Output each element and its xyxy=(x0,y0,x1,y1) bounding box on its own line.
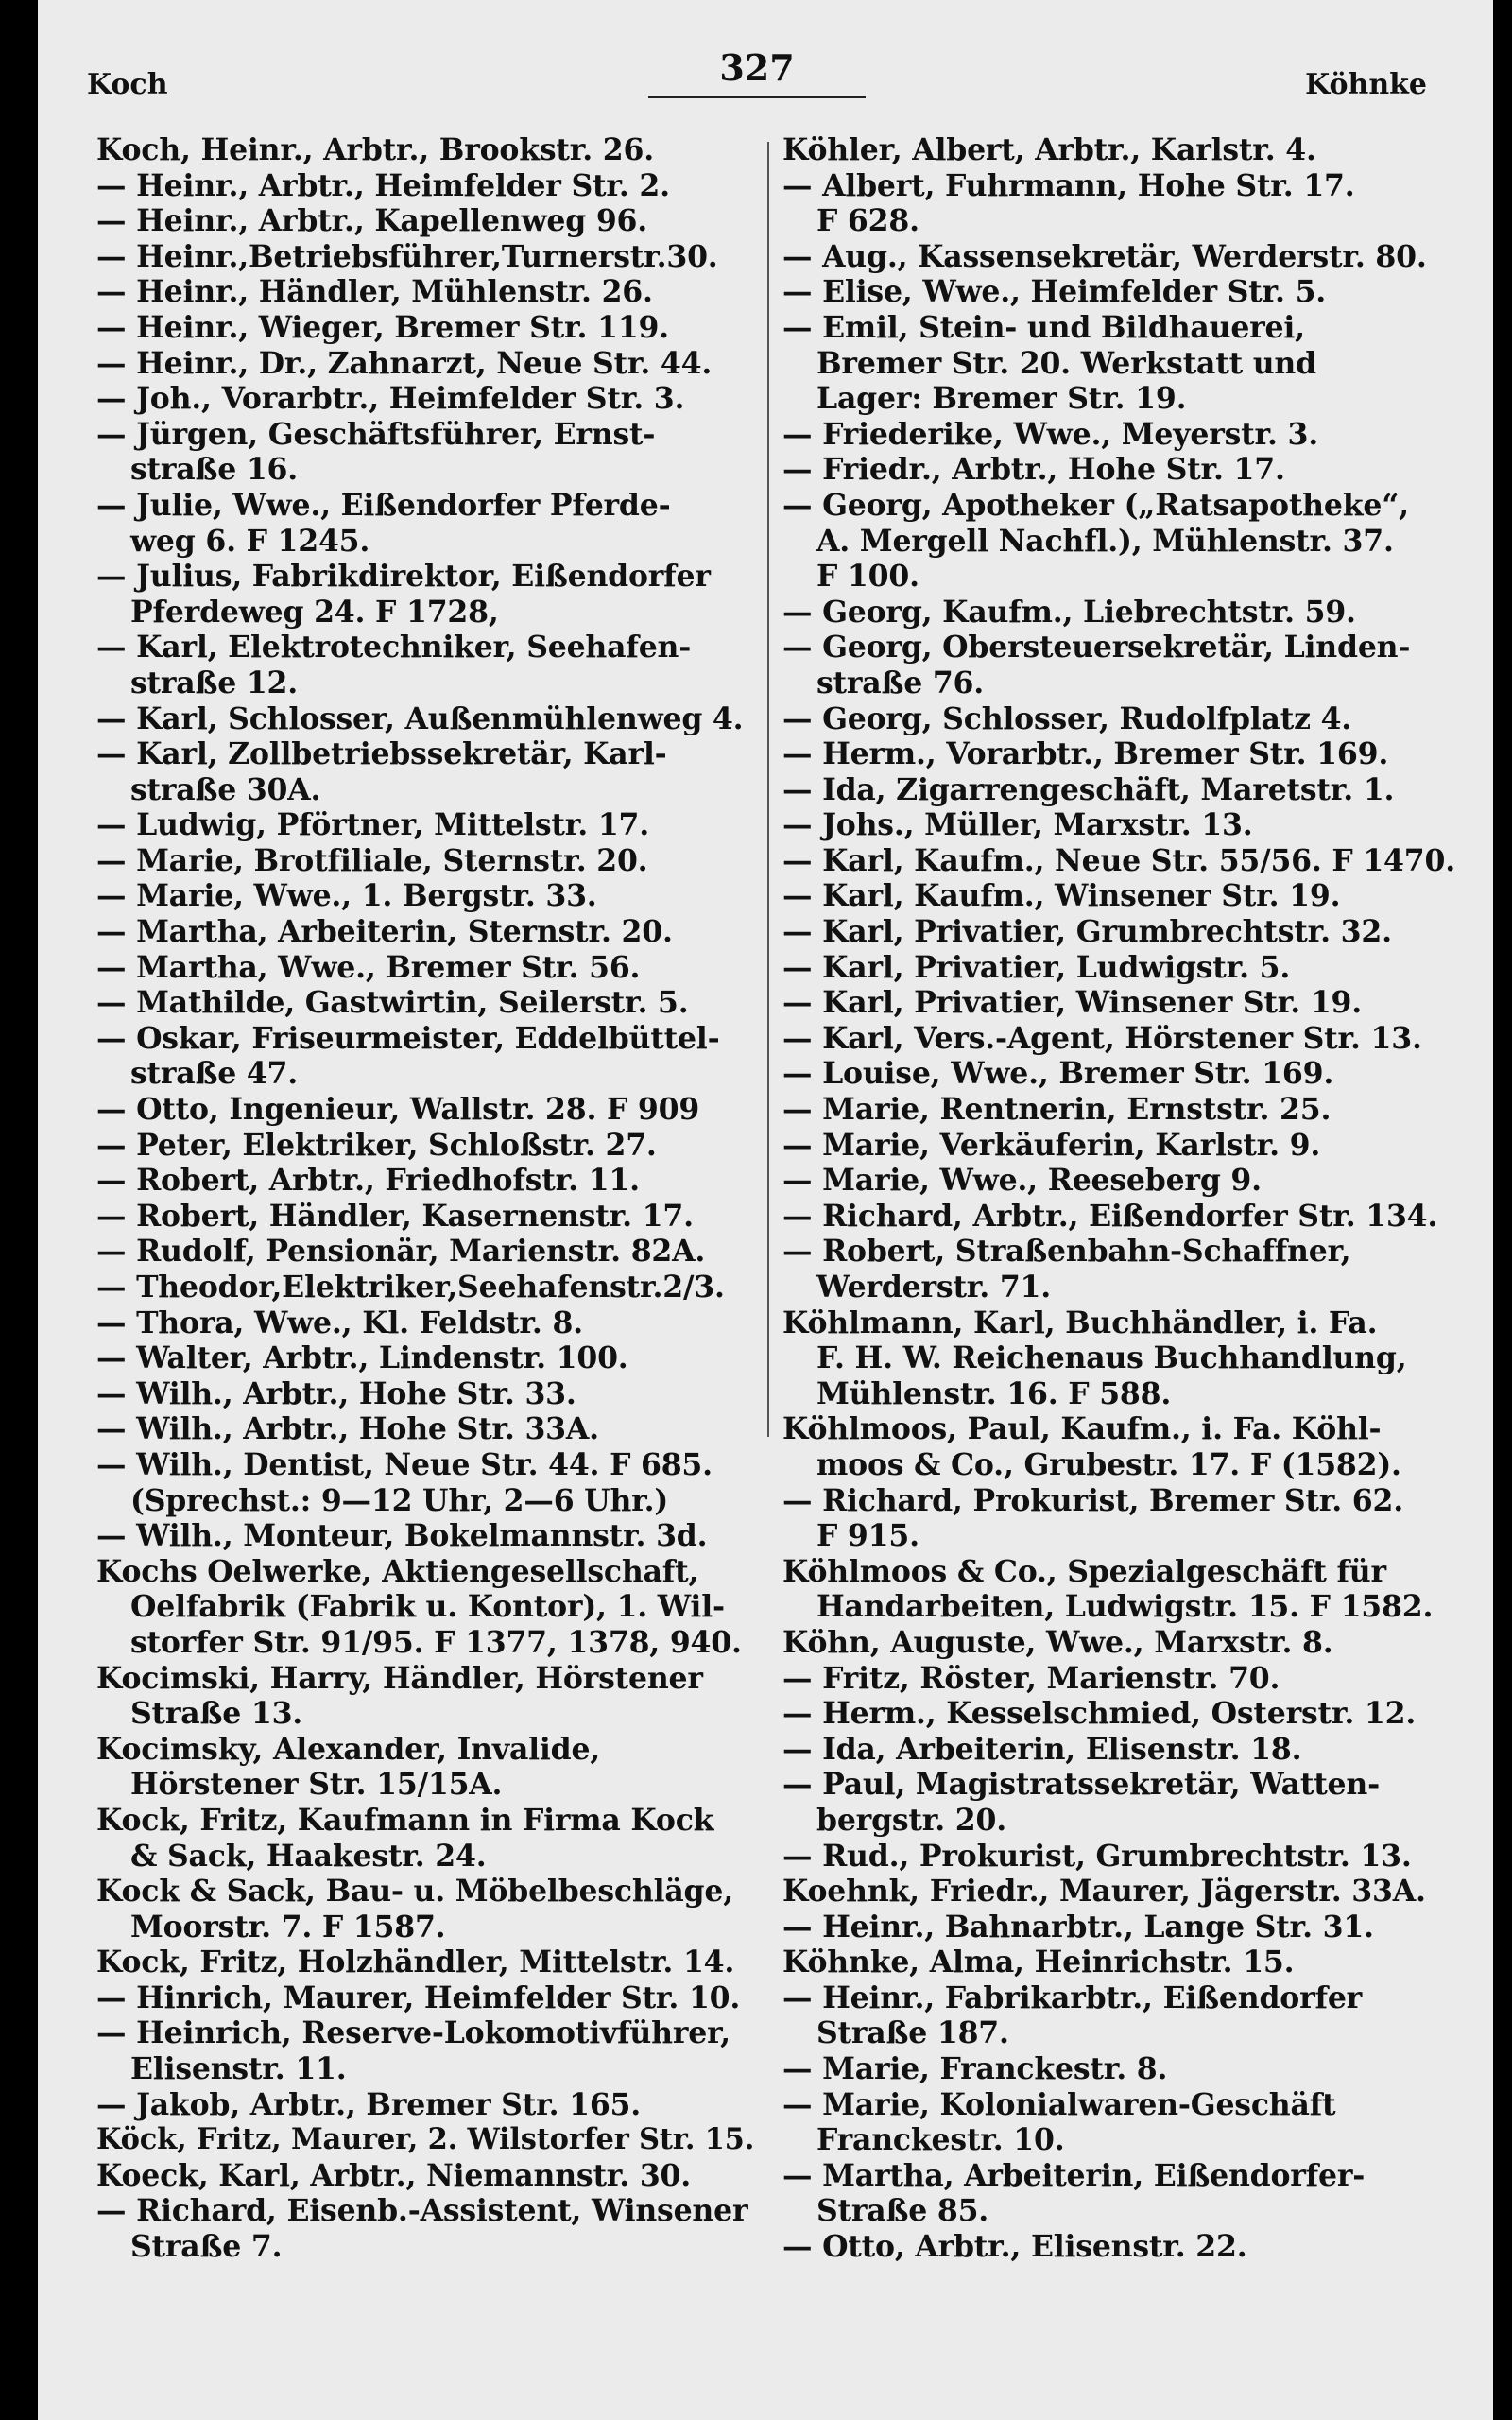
directory-line: — Jürgen, Geschäftsführer, Ernst- xyxy=(96,416,656,452)
directory-line: Köhlmoos, Paul, Kaufm., i. Fa. Köhl- xyxy=(782,1411,1382,1447)
directory-line: — Rudolf, Pensionär, Marienstr. 82A. xyxy=(96,1234,706,1270)
left-column xyxy=(96,132,758,2265)
directory-line: Köhnke, Alma, Heinrichstr. 15. xyxy=(782,1945,1295,1980)
right-column xyxy=(782,132,1458,2265)
directory-line: Handarbeiten, Ludwigstr. 15. F 1582. xyxy=(816,1589,1434,1625)
running-head xyxy=(87,46,1427,106)
directory-line: — Elise, Wwe., Heimfelder Str. 5. xyxy=(782,274,1327,310)
page-number: 327 xyxy=(719,46,795,89)
directory-line: Elisenstr. 11. xyxy=(130,2051,347,2087)
directory-line: moos & Co., Grubestr. 17. F (1582). xyxy=(816,1446,1401,1482)
directory-line: Köhler, Albert, Arbtr., Karlstr. 4. xyxy=(782,132,1316,167)
directory-line: Bremer Str. 20. Werkstatt und xyxy=(816,345,1316,381)
directory-line: Koch, Heinr., Arbtr., Brookstr. 26. xyxy=(96,132,654,167)
directory-page xyxy=(38,0,1493,2420)
directory-line: — Friederike, Wwe., Meyerstr. 3. xyxy=(782,416,1318,452)
directory-line: Kock & Sack, Bau- u. Möbelbeschläge, xyxy=(96,1874,733,1910)
directory-line: — Karl, Elektrotechniker, Seehafen- xyxy=(96,630,692,666)
directory-line: — Karl, Kaufm., Winsener Str. 19. xyxy=(782,878,1341,914)
directory-line: — Karl, Zollbetriebssekretär, Karl- xyxy=(96,736,667,772)
directory-line: — Friedr., Arbtr., Hohe Str. 17. xyxy=(782,452,1285,488)
directory-line: — Mathilde, Gastwirtin, Seilerstr. 5. xyxy=(96,985,689,1021)
directory-line: Kock, Fritz, Kaufmann in Firma Kock xyxy=(96,1802,714,1838)
directory-line: — Marie, Rentnerin, Ernststr. 25. xyxy=(782,1092,1332,1128)
directory-line: — Karl, Vers.-Agent, Hörstener Str. 13. xyxy=(782,1020,1422,1056)
directory-line: — Hinrich, Maurer, Heimfelder Str. 10. xyxy=(96,1979,741,2015)
directory-line: Köck, Fritz, Maurer, 2. Wilstorfer Str. 15. xyxy=(96,2122,755,2157)
directory-line: straße 30A. xyxy=(130,771,321,807)
directory-line: storfer Str. 91/95. F 1377, 1378, 940. xyxy=(130,1624,742,1660)
directory-line: — Karl, Schlosser, Außenmühlenweg 4. xyxy=(96,700,744,736)
directory-line: — Marie, Franckestr. 8. xyxy=(782,2051,1168,2087)
directory-line: straße 47. xyxy=(130,1056,299,1092)
directory-line: — Georg, Apotheker („Ratsapotheke“, xyxy=(782,487,1409,523)
directory-line: — Martha, Wwe., Bremer Str. 56. xyxy=(96,949,641,985)
directory-line: — Otto, Ingenieur, Wallstr. 28. F 909 xyxy=(96,1092,700,1128)
directory-line: — Heinr., Dr., Zahnarzt, Neue Str. 44. xyxy=(96,345,713,381)
directory-line: — Heinr., Arbtr., Heimfelder Str. 2. xyxy=(96,167,670,203)
directory-line: — Walter, Arbtr., Lindenstr. 100. xyxy=(96,1340,628,1376)
directory-line: — Heinr., Bahnarbtr., Lange Str. 31. xyxy=(782,1909,1374,1945)
directory-line: — Joh., Vorarbtr., Heimfelder Str. 3. xyxy=(96,381,685,417)
directory-line: F 100. xyxy=(816,559,919,595)
directory-line: weg 6. F 1245. xyxy=(130,523,370,559)
directory-line: — Wilh., Monteur, Bokelmannstr. 3d. xyxy=(96,1518,708,1554)
directory-line: Lager: Bremer Str. 19. xyxy=(816,381,1187,417)
directory-line: & Sack, Haakestr. 24. xyxy=(130,1838,487,1874)
directory-line: — Martha, Arbeiterin, Eißendorfer- xyxy=(782,2157,1366,2193)
directory-line: — Robert, Arbtr., Friedhofstr. 11. xyxy=(96,1163,640,1199)
column-divider xyxy=(767,142,769,1437)
directory-line: Franckestr. 10. xyxy=(816,2122,1065,2158)
directory-line: — Emil, Stein- und Bildhauerei, xyxy=(782,309,1305,345)
directory-line: — Ludwig, Pförtner, Mittelstr. 17. xyxy=(96,807,650,843)
directory-line: Köhlmoos & Co., Spezialgeschäft für xyxy=(782,1553,1386,1589)
running-head-left: Koch xyxy=(87,68,168,101)
directory-line: — Richard, Arbtr., Eißendorfer Str. 134. xyxy=(782,1198,1438,1234)
directory-line: — Karl, Privatier, Ludwigstr. 5. xyxy=(782,949,1291,985)
directory-line: — Heinr., Wieger, Bremer Str. 119. xyxy=(96,309,669,345)
running-head-right: Köhnke xyxy=(1305,68,1427,101)
directory-line: Köhlmann, Karl, Buchhändler, i. Fa. xyxy=(782,1305,1378,1340)
directory-line: straße 16. xyxy=(130,452,299,488)
directory-line: straße 12. xyxy=(130,665,299,700)
directory-line: — Johs., Müller, Marxstr. 13. xyxy=(782,807,1253,843)
directory-line: — Herm., Vorarbtr., Bremer Str. 169. xyxy=(782,736,1389,772)
directory-line: Werderstr. 71. xyxy=(816,1270,1052,1305)
directory-line: Straße 187. xyxy=(816,2015,1009,2051)
directory-line: F 628. xyxy=(816,203,919,239)
directory-line: — Julius, Fabrikdirektor, Eißendorfer xyxy=(96,559,711,595)
directory-line: Hörstener Str. 15/15A. xyxy=(130,1767,503,1803)
directory-line: Köhn, Auguste, Wwe., Marxstr. 8. xyxy=(782,1624,1333,1660)
directory-line: — Louise, Wwe., Bremer Str. 169. xyxy=(782,1056,1334,1092)
directory-line: — Wilh., Dentist, Neue Str. 44. F 685. xyxy=(96,1446,713,1482)
directory-line: — Marie, Brotfiliale, Sternstr. 20. xyxy=(96,842,648,878)
directory-line: — Georg, Kaufm., Liebrechtstr. 59. xyxy=(782,594,1356,630)
directory-line: Moorstr. 7. F 1587. xyxy=(130,1909,446,1945)
directory-line: — Rud., Prokurist, Grumbrechtstr. 13. xyxy=(782,1838,1412,1874)
directory-line: — Ida, Zigarrengeschäft, Maretstr. 1. xyxy=(782,771,1395,807)
directory-line: — Thora, Wwe., Kl. Feldstr. 8. xyxy=(96,1305,583,1340)
directory-line: A. Mergell Nachfl.), Mühlenstr. 37. xyxy=(816,523,1394,559)
directory-line: — Georg, Obersteuersekretär, Linden- xyxy=(782,630,1411,666)
directory-line: — Karl, Privatier, Winsener Str. 19. xyxy=(782,985,1363,1021)
directory-line: — Georg, Schlosser, Rudolfplatz 4. xyxy=(782,700,1352,736)
directory-line: F 915. xyxy=(816,1518,919,1554)
directory-line: — Robert, Straßenbahn-Schaffner, xyxy=(782,1234,1351,1270)
directory-line: Oelfabrik (Fabrik u. Kontor), 1. Wil- xyxy=(130,1589,725,1625)
directory-line: — Oskar, Friseurmeister, Eddelbüttel- xyxy=(96,1020,720,1056)
directory-line: (Sprechst.: 9—12 Uhr, 2—6 Uhr.) xyxy=(130,1482,669,1518)
directory-line: — Marie, Kolonialwaren-Geschäft xyxy=(782,2086,1336,2122)
directory-line: Pferdeweg 24. F 1728, xyxy=(130,594,499,630)
directory-line: — Heinr., Arbtr., Kapellenweg 96. xyxy=(96,203,648,239)
directory-line: Koehnk, Friedr., Maurer, Jägerstr. 33A. xyxy=(782,1874,1426,1910)
directory-line: Kochs Oelwerke, Aktiengesellschaft, xyxy=(96,1553,699,1589)
directory-line: — Heinrich, Reserve-Lokomotivführer, xyxy=(96,2015,730,2051)
directory-line: — Marie, Verkäuferin, Karlstr. 9. xyxy=(782,1127,1321,1163)
directory-line: bergstr. 20. xyxy=(816,1802,1007,1838)
directory-line: — Peter, Elektriker, Schloßstr. 27. xyxy=(96,1127,657,1163)
directory-line: — Heinr., Händler, Mühlenstr. 26. xyxy=(96,274,653,310)
directory-line: — Heinr., Fabrikarbtr., Eißendorfer xyxy=(782,1979,1363,2015)
directory-line: Mühlenstr. 16. F 588. xyxy=(816,1375,1172,1411)
directory-line: — Heinr.,Betriebsführer,Turnerstr.30. xyxy=(96,238,718,274)
header-rule xyxy=(648,96,866,98)
directory-line: — Marie, Wwe., 1. Bergstr. 33. xyxy=(96,878,597,914)
directory-line: Kock, Fritz, Holzhändler, Mittelstr. 14. xyxy=(96,1945,735,1980)
directory-line: — Albert, Fuhrmann, Hohe Str. 17. xyxy=(782,167,1355,203)
directory-line: Straße 85. xyxy=(816,2193,989,2229)
directory-line: — Richard, Prokurist, Bremer Str. 62. xyxy=(782,1482,1403,1518)
directory-line: — Marie, Wwe., Reeseberg 9. xyxy=(782,1163,1262,1199)
directory-line: — Karl, Privatier, Grumbrechtstr. 32. xyxy=(782,914,1392,950)
directory-line: — Theodor,Elektriker,Seehafenstr.2/3. xyxy=(96,1270,725,1305)
directory-line: — Jakob, Arbtr., Bremer Str. 165. xyxy=(96,2086,642,2122)
directory-line: — Ida, Arbeiterin, Elisenstr. 18. xyxy=(782,1731,1302,1767)
directory-line: — Fritz, Röster, Marienstr. 70. xyxy=(782,1660,1280,1696)
directory-line: — Richard, Eisenb.-Assistent, Winsener xyxy=(96,2193,748,2229)
directory-line: Kocimsky, Alexander, Invalide, xyxy=(96,1731,601,1767)
directory-line: Koeck, Karl, Arbtr., Niemannstr. 30. xyxy=(96,2157,692,2193)
directory-line: — Otto, Arbtr., Elisenstr. 22. xyxy=(782,2229,1247,2265)
directory-line: — Herm., Kesselschmied, Osterstr. 12. xyxy=(782,1696,1417,1732)
directory-line: — Martha, Arbeiterin, Sternstr. 20. xyxy=(96,914,673,950)
directory-line: — Aug., Kassensekretär, Werderstr. 80. xyxy=(782,238,1427,274)
directory-line: — Paul, Magistratssekretär, Watten- xyxy=(782,1767,1380,1803)
directory-line: — Wilh., Arbtr., Hohe Str. 33A. xyxy=(96,1411,599,1447)
directory-line: — Wilh., Arbtr., Hohe Str. 33. xyxy=(96,1375,576,1411)
directory-line: — Karl, Kaufm., Neue Str. 55/56. F 1470. xyxy=(782,842,1455,878)
directory-line: — Robert, Händler, Kasernenstr. 17. xyxy=(96,1198,694,1234)
directory-line: Straße 7. xyxy=(130,2229,283,2265)
directory-line: — Julie, Wwe., Eißendorfer Pferde- xyxy=(96,487,671,523)
directory-line: straße 76. xyxy=(816,665,985,700)
directory-line: F. H. W. Reichenaus Buchhandlung, xyxy=(816,1340,1407,1376)
directory-line: Kocimski, Harry, Händler, Hörstener xyxy=(96,1660,703,1696)
directory-line: Straße 13. xyxy=(130,1696,303,1732)
